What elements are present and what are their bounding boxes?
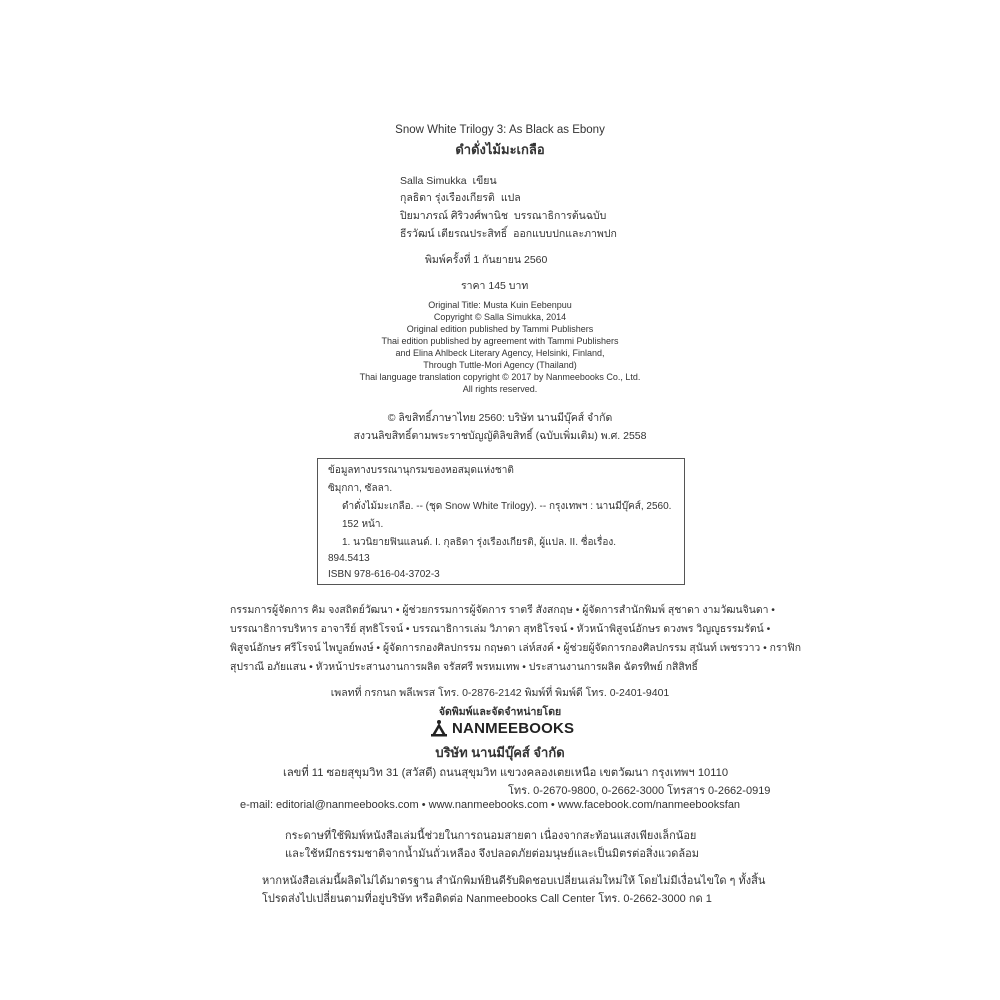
cip-box (317, 458, 685, 585)
staff-line: กรรมการผู้จัดการ คิม จงสถิตย์วัฒนา • ผู้ช่วยกรรมการผู้จัดการ ราตรี สังสกฤษ • ผู้จัดการสำนักพิมพ์ สุชาดา งามวัฒนจินดา • (230, 605, 775, 616)
copyright-line: Thai language translation copyright © 2017 by Nanmeebooks Co., Ltd. (359, 372, 641, 382)
cip-pages: 152 หน้า. (342, 519, 384, 530)
staff-line: บรรณาธิการบริหาร อาจารีย์ สุทธิโรจน์ • บรรณาธิการเล่ม วิภาดา สุทธิโรจน์ • หัวหน้าพิสูจน์อักษร ดวงพร วิญญูธรรมรัตน์ • (230, 624, 771, 635)
series-title: Snow White Trilogy 3: As Black as Ebony (395, 124, 605, 136)
credit-translator: กุลธิดา รุ่งเรืองเกียรติ แปล (400, 192, 521, 204)
copyright-line: and Elina Ahlbeck Literary Agency, Helsinki, Finland, (395, 348, 605, 358)
paper-note-line: กระดาษที่ใช้พิมพ์หนังสือเล่มนี้ช่วยในการถนอมสายตา เนื่องจากสะท้อนแสงเพียงเล็กน้อย (285, 830, 697, 842)
credit-editor: ปิยมาภรณ์ ศิริวงศ์พานิช บรรณาธิการต้นฉบับ (400, 210, 607, 222)
address-line: เลขที่ 11 ซอยสุขุมวิท 31 (สวัสดี) ถนนสุขุมวิท แขวงคลองเตยเหนือ เขตวัฒนา กรุงเทพฯ 10110 (283, 767, 729, 779)
copyright-line: Original edition published by Tammi Publishers (406, 324, 594, 334)
contact-line: e-mail: editorial@nanmeebooks.com • www.nanmeebooks.com • www.facebook.com/nanmeebooksfan (240, 799, 741, 811)
company-name: บริษัท นานมีบุ๊คส์ จำกัด (435, 745, 565, 760)
cip-classification: 894.5413 (328, 553, 370, 564)
copyright-line: Original Title: Musta Kuin Eebenpuu (428, 300, 572, 310)
paper-note-line: และใช้หมึกธรรมชาติจากน้ำมันถั่วเหลือง จึงปลอดภัยต่อมนุษย์และเป็นมิตรต่อสิ่งแวดล้อม (285, 848, 700, 860)
credit-cover-designer: ธีรวัฒน์ เตียรณประสิทธิ์ ออกแบบปกและภาพปก (400, 228, 617, 240)
copyright-line: Copyright © Salla Simukka, 2014 (433, 312, 567, 322)
cip-entry: ดำดั่งไม้มะเกลือ. -- (ชุด Snow White Trilogy). -- กรุงเทพฯ : นานมีบุ๊คส์, 2560. (342, 501, 672, 512)
cip-author: ซิมุกกา, ซัลลา. (328, 483, 393, 494)
nanmeebooks-logo (429, 718, 574, 738)
logo-wordmark: NANMEEBOOKS (452, 719, 575, 737)
phone-line: โทร. 0-2670-9800, 0-2662-3000 โทรสาร 0-2662-0919 (508, 785, 771, 797)
copyright-line: Through Tuttle-Mori Agency (Thailand) (423, 360, 577, 370)
edition-line: พิมพ์ครั้งที่ 1 กันยายน 2560 (425, 254, 548, 266)
defect-note-line: โปรดส่งไปเปลี่ยนตามที่อยู่บริษัท หรือติดต่อ Nanmeebooks Call Center โทร. 0-2662-3000 กด 1 (262, 893, 712, 905)
distributor-label: จัดพิมพ์และจัดจำหน่ายโดย (438, 706, 562, 718)
cip-heading: ข้อมูลทางบรรณานุกรมของหอสมุดแห่งชาติ (328, 465, 514, 476)
cip-subjects: 1. นวนิยายฟินแลนด์. I. กุลธิดา รุ่งเรืองเกียรติ, ผู้แปล. II. ชื่อเรื่อง. (342, 537, 617, 548)
cip-isbn: ISBN 978-616-04-3702-3 (328, 569, 440, 580)
staff-line: พิสูจน์อักษร ศรีโรจน์ ไพบูลย์พงษ์ • ผู้จัดการกองศิลปกรรม กฤษดา เล่ห์สงค์ • ผู้ช่วยผู้จัดการกองศิลปกรรม สุนันท์ เพชรวาว • กราฟิก (230, 643, 802, 654)
thai-title: ดำดั่งไม้มะเกลือ (455, 142, 545, 157)
print-info: เพลทที่ กรกนก พลีเพรส โทร. 0-2876-2142 พิมพ์ที่ พิมพ์ดี โทร. 0-2401-9401 (330, 687, 670, 699)
defect-note-line: หากหนังสือเล่มนี้ผลิตไม่ได้มาตรฐาน สำนักพิมพ์ยินดีรับผิดชอบเปลี่ยนเล่มใหม่ให้ โดยไม่มีเงื่อนไขใด ๆ ทั้งสิ้น (262, 875, 766, 887)
staff-line: สุปราณี อภัยแสน • หัวหน้าประสานงานการผลิต จรัสศรี พรหมเทพ • ประสานงานการผลิต ฉัตรทิพย์ กสิสิทธิ์ (230, 662, 698, 673)
copyright-line: Thai edition published by agreement with Tammi Publishers (381, 336, 619, 346)
thai-rights-reserved: สงวนลิขสิทธิ์ตามพระราชบัญญัติลิขสิทธิ์ (ฉบับเพิ่มเติม) พ.ศ. 2558 (353, 430, 647, 442)
thai-copyright: © ลิขสิทธิ์ภาษาไทย 2560: บริษัท นานมีบุ๊คส์ จำกัด (387, 412, 613, 424)
credit-author: Salla Simukka เขียน (400, 175, 497, 187)
price-line: ราคา 145 บาท (461, 280, 529, 292)
copyright-line: All rights reserved. (462, 384, 538, 394)
book-stack-icon (429, 719, 449, 737)
